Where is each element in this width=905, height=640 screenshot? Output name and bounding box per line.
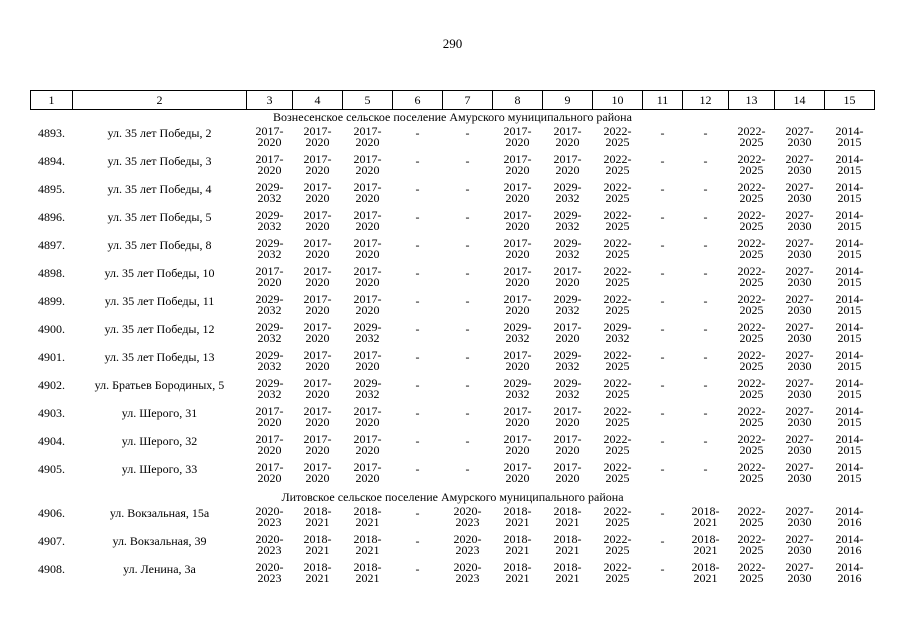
table-row bbox=[31, 462, 875, 490]
schedule-cell: - bbox=[415, 462, 420, 476]
row-number: 4904. bbox=[38, 434, 65, 448]
row-address: ул. 35 лет Победы, 3 bbox=[107, 154, 212, 168]
schedule-cell: 2017- 2020 bbox=[255, 460, 284, 485]
table-row bbox=[31, 238, 875, 266]
schedule-cell: 2018- 2021 bbox=[303, 504, 332, 529]
schedule-cell: 2027- 2030 bbox=[785, 532, 814, 557]
header-row bbox=[31, 91, 875, 110]
schedule-cell: 2017- 2020 bbox=[303, 292, 332, 317]
column-header-15: 15 bbox=[825, 91, 875, 110]
schedule-cell: - bbox=[465, 378, 470, 392]
schedule-cell: 2022- 2025 bbox=[737, 236, 766, 261]
schedule-cell: - bbox=[415, 210, 420, 224]
column-header-14: 14 bbox=[775, 91, 825, 110]
schedule-cell: 2027- 2030 bbox=[785, 208, 814, 233]
schedule-cell: - bbox=[703, 182, 708, 196]
schedule-cell: - bbox=[660, 462, 665, 476]
schedule-cell: 2017- 2020 bbox=[303, 320, 332, 345]
schedule-cell: - bbox=[703, 238, 708, 252]
schedule-cell: 2018- 2021 bbox=[303, 560, 332, 585]
row-address: ул. Шерого, 31 bbox=[121, 406, 198, 420]
row-number: 4895. bbox=[38, 182, 65, 196]
schedule-cell: - bbox=[703, 350, 708, 364]
schedule-cell: 2022- 2025 bbox=[603, 460, 632, 485]
column-header-11: 11 bbox=[643, 91, 683, 110]
row-address: ул. Вокзальная, 15а bbox=[109, 506, 210, 520]
schedule-cell: 2017- 2020 bbox=[503, 236, 532, 261]
schedule-cell: 2022- 2025 bbox=[737, 264, 766, 289]
schedule-cell: 2022- 2025 bbox=[737, 180, 766, 205]
row-number: 4899. bbox=[38, 294, 65, 308]
schedule-cell: 2017- 2020 bbox=[353, 460, 382, 485]
schedule-cell: 2017- 2020 bbox=[503, 208, 532, 233]
schedule-table bbox=[30, 90, 875, 590]
schedule-cell: 2022- 2025 bbox=[603, 152, 632, 177]
schedule-cell: - bbox=[415, 126, 420, 140]
schedule-cell: 2014- 2015 bbox=[835, 180, 864, 205]
schedule-cell: 2029- 2032 bbox=[353, 376, 382, 401]
schedule-cell: - bbox=[703, 154, 708, 168]
row-number: 4894. bbox=[38, 154, 65, 168]
schedule-cell: 2020- 2023 bbox=[453, 504, 482, 529]
row-address: ул. 35 лет Победы, 5 bbox=[107, 210, 212, 224]
schedule-cell: 2029- 2032 bbox=[353, 320, 382, 345]
schedule-cell: 2017- 2020 bbox=[255, 432, 284, 457]
row-address: ул. Братьев Бородиных, 5 bbox=[94, 378, 225, 392]
schedule-cell: 2018- 2021 bbox=[553, 504, 582, 529]
schedule-cell: 2029- 2032 bbox=[603, 320, 632, 345]
schedule-cell: 2027- 2030 bbox=[785, 560, 814, 585]
schedule-cell: 2017- 2020 bbox=[303, 208, 332, 233]
schedule-cell: 2029- 2032 bbox=[503, 376, 532, 401]
column-header-9: 9 bbox=[543, 91, 593, 110]
schedule-cell: - bbox=[465, 322, 470, 336]
schedule-cell: 2020- 2023 bbox=[453, 560, 482, 585]
schedule-cell: - bbox=[660, 126, 665, 140]
schedule-cell: 2022- 2025 bbox=[603, 404, 632, 429]
schedule-cell: - bbox=[415, 534, 420, 548]
row-address: ул. 35 лет Победы, 8 bbox=[107, 238, 212, 252]
schedule-cell: - bbox=[415, 350, 420, 364]
schedule-cell: - bbox=[660, 154, 665, 168]
schedule-cell: 2014- 2015 bbox=[835, 432, 864, 457]
table-row bbox=[31, 322, 875, 350]
row-address: ул. 35 лет Победы, 10 bbox=[104, 266, 215, 280]
schedule-cell: - bbox=[703, 406, 708, 420]
schedule-cell: 2018- 2021 bbox=[691, 560, 720, 585]
schedule-cell: 2017- 2020 bbox=[353, 180, 382, 205]
schedule-cell: - bbox=[703, 378, 708, 392]
schedule-cell: 2018- 2021 bbox=[503, 532, 532, 557]
schedule-cell: 2020- 2023 bbox=[255, 560, 284, 585]
schedule-cell: 2014- 2015 bbox=[835, 124, 864, 149]
schedule-cell: 2027- 2030 bbox=[785, 264, 814, 289]
table-header bbox=[31, 91, 875, 110]
table-row bbox=[31, 182, 875, 210]
schedule-cell: - bbox=[415, 434, 420, 448]
schedule-cell: 2022- 2025 bbox=[737, 124, 766, 149]
schedule-cell: 2018- 2021 bbox=[691, 532, 720, 557]
schedule-cell: 2022- 2025 bbox=[737, 432, 766, 457]
schedule-cell: 2017- 2020 bbox=[553, 432, 582, 457]
schedule-cell: 2017- 2020 bbox=[255, 264, 284, 289]
column-header-12: 12 bbox=[683, 91, 729, 110]
schedule-cell: 2029- 2032 bbox=[503, 320, 532, 345]
schedule-cell: 2017- 2020 bbox=[353, 432, 382, 457]
schedule-cell: 2014- 2016 bbox=[835, 532, 864, 557]
schedule-cell: 2017- 2020 bbox=[503, 292, 532, 317]
schedule-cell: 2017- 2020 bbox=[503, 124, 532, 149]
row-address: ул. 35 лет Победы, 11 bbox=[104, 294, 215, 308]
row-number: 4898. bbox=[38, 266, 65, 280]
schedule-cell: 2022- 2025 bbox=[603, 432, 632, 457]
schedule-cell: - bbox=[703, 434, 708, 448]
schedule-cell: - bbox=[465, 266, 470, 280]
schedule-cell: - bbox=[465, 154, 470, 168]
table-row bbox=[31, 434, 875, 462]
schedule-cell: - bbox=[415, 562, 420, 576]
schedule-cell: 2022- 2025 bbox=[737, 376, 766, 401]
schedule-cell: 2022- 2025 bbox=[737, 504, 766, 529]
schedule-cell: 2027- 2030 bbox=[785, 236, 814, 261]
section-title: Литовское сельское поселение Амурского муниципального района bbox=[281, 490, 624, 504]
schedule-cell: 2022- 2025 bbox=[737, 560, 766, 585]
schedule-cell: 2022- 2025 bbox=[603, 348, 632, 373]
schedule-cell: 2027- 2030 bbox=[785, 180, 814, 205]
schedule-cell: 2017- 2020 bbox=[353, 236, 382, 261]
schedule-cell: 2018- 2021 bbox=[353, 504, 382, 529]
schedule-cell: - bbox=[703, 126, 708, 140]
schedule-cell: - bbox=[465, 406, 470, 420]
schedule-cell: 2017- 2020 bbox=[553, 124, 582, 149]
schedule-cell: 2029- 2032 bbox=[553, 292, 582, 317]
schedule-cell: 2014- 2015 bbox=[835, 404, 864, 429]
schedule-cell: - bbox=[465, 126, 470, 140]
row-address: ул. 35 лет Победы, 13 bbox=[104, 350, 215, 364]
table-row bbox=[31, 562, 875, 590]
schedule-cell: - bbox=[703, 210, 708, 224]
schedule-cell: 2029- 2032 bbox=[553, 376, 582, 401]
schedule-cell: 2017- 2020 bbox=[503, 264, 532, 289]
column-header-1: 1 bbox=[31, 91, 73, 110]
schedule-cell: - bbox=[660, 562, 665, 576]
schedule-cell: 2029- 2032 bbox=[553, 208, 582, 233]
column-header-13: 13 bbox=[729, 91, 775, 110]
schedule-cell: 2017- 2020 bbox=[303, 264, 332, 289]
schedule-cell: 2022- 2025 bbox=[737, 532, 766, 557]
schedule-cell: 2022- 2025 bbox=[603, 560, 632, 585]
table-row bbox=[31, 506, 875, 534]
schedule-cell: - bbox=[660, 238, 665, 252]
table-row bbox=[31, 378, 875, 406]
schedule-cell: 2017- 2020 bbox=[553, 264, 582, 289]
schedule-cell: - bbox=[660, 378, 665, 392]
schedule-cell: - bbox=[465, 210, 470, 224]
schedule-cell: 2017- 2020 bbox=[503, 460, 532, 485]
row-address: ул. 35 лет Победы, 2 bbox=[107, 126, 212, 140]
schedule-cell: 2014- 2015 bbox=[835, 152, 864, 177]
schedule-cell: 2018- 2021 bbox=[553, 560, 582, 585]
schedule-cell: 2027- 2030 bbox=[785, 404, 814, 429]
row-number: 4897. bbox=[38, 238, 65, 252]
schedule-cell: - bbox=[660, 294, 665, 308]
schedule-cell: 2014- 2015 bbox=[835, 292, 864, 317]
schedule-cell: - bbox=[703, 322, 708, 336]
schedule-cell: 2029- 2032 bbox=[255, 292, 284, 317]
row-number: 4901. bbox=[38, 350, 65, 364]
schedule-cell: - bbox=[703, 294, 708, 308]
schedule-cell: 2017- 2020 bbox=[303, 404, 332, 429]
schedule-cell: 2018- 2021 bbox=[691, 504, 720, 529]
schedule-cell: 2029- 2032 bbox=[255, 376, 284, 401]
schedule-cell: 2022- 2025 bbox=[737, 404, 766, 429]
schedule-cell: 2029- 2032 bbox=[255, 180, 284, 205]
row-number: 4903. bbox=[38, 406, 65, 420]
schedule-cell: 2027- 2030 bbox=[785, 292, 814, 317]
schedule-cell: 2020- 2023 bbox=[255, 504, 284, 529]
table-row bbox=[31, 406, 875, 434]
schedule-cell: 2017- 2020 bbox=[303, 460, 332, 485]
schedule-cell: - bbox=[660, 182, 665, 196]
schedule-cell: 2017- 2020 bbox=[353, 264, 382, 289]
schedule-cell: 2022- 2025 bbox=[737, 208, 766, 233]
schedule-cell: - bbox=[660, 266, 665, 280]
schedule-cell: 2014- 2016 bbox=[835, 560, 864, 585]
table-row bbox=[31, 266, 875, 294]
schedule-cell: 2017- 2020 bbox=[303, 180, 332, 205]
schedule-cell: - bbox=[660, 350, 665, 364]
schedule-cell: 2017- 2020 bbox=[353, 124, 382, 149]
schedule-cell: 2017- 2020 bbox=[353, 348, 382, 373]
schedule-cell: 2017- 2020 bbox=[255, 152, 284, 177]
schedule-cell: - bbox=[660, 406, 665, 420]
schedule-cell: 2018- 2021 bbox=[503, 504, 532, 529]
table-row bbox=[31, 154, 875, 182]
schedule-cell: 2017- 2020 bbox=[553, 460, 582, 485]
page-number: 290 bbox=[442, 36, 463, 51]
schedule-cell: 2029- 2032 bbox=[255, 348, 284, 373]
schedule-cell: - bbox=[465, 462, 470, 476]
schedule-cell: 2014- 2015 bbox=[835, 208, 864, 233]
schedule-cell: - bbox=[415, 182, 420, 196]
schedule-cell: 2017- 2020 bbox=[303, 348, 332, 373]
schedule-cell: 2027- 2030 bbox=[785, 320, 814, 345]
schedule-cell: 2022- 2025 bbox=[603, 292, 632, 317]
schedule-cell: 2022- 2025 bbox=[737, 460, 766, 485]
schedule-cell: 2029- 2032 bbox=[553, 180, 582, 205]
schedule-cell: 2017- 2020 bbox=[553, 152, 582, 177]
schedule-cell: 2022- 2025 bbox=[603, 532, 632, 557]
row-number: 4905. bbox=[38, 462, 65, 476]
row-address: ул. Шерого, 33 bbox=[121, 462, 198, 476]
schedule-cell: 2014- 2015 bbox=[835, 236, 864, 261]
schedule-cell: 2027- 2030 bbox=[785, 124, 814, 149]
row-address: ул. Ленина, 3а bbox=[123, 562, 196, 576]
schedule-cell: 2017- 2020 bbox=[503, 432, 532, 457]
row-address: ул. 35 лет Победы, 4 bbox=[107, 182, 212, 196]
row-number: 4896. bbox=[38, 210, 65, 224]
table-row bbox=[31, 350, 875, 378]
row-address: ул. Шерого, 32 bbox=[121, 434, 198, 448]
schedule-cell: 2017- 2020 bbox=[503, 404, 532, 429]
schedule-cell: 2017- 2020 bbox=[255, 124, 284, 149]
schedule-cell: 2017- 2020 bbox=[553, 320, 582, 345]
schedule-cell: 2017- 2020 bbox=[303, 236, 332, 261]
schedule-cell: - bbox=[660, 322, 665, 336]
schedule-cell: - bbox=[660, 210, 665, 224]
schedule-cell: 2018- 2021 bbox=[503, 560, 532, 585]
schedule-cell: 2022- 2025 bbox=[737, 348, 766, 373]
column-header-6: 6 bbox=[393, 91, 443, 110]
schedule-cell: 2029- 2032 bbox=[255, 208, 284, 233]
schedule-cell: 2014- 2015 bbox=[835, 348, 864, 373]
schedule-cell: 2027- 2030 bbox=[785, 348, 814, 373]
schedule-cell: 2017- 2020 bbox=[303, 376, 332, 401]
schedule-cell: - bbox=[660, 534, 665, 548]
row-number: 4908. bbox=[38, 562, 65, 576]
row-number: 4906. bbox=[38, 506, 65, 520]
schedule-cell: 2017- 2020 bbox=[303, 124, 332, 149]
schedule-cell: 2022- 2025 bbox=[737, 152, 766, 177]
column-header-5: 5 bbox=[343, 91, 393, 110]
schedule-cell: 2017- 2020 bbox=[503, 180, 532, 205]
row-number: 4902. bbox=[38, 378, 65, 392]
schedule-cell: 2014- 2015 bbox=[835, 264, 864, 289]
schedule-cell: 2017- 2020 bbox=[553, 404, 582, 429]
schedule-cell: - bbox=[703, 266, 708, 280]
schedule-cell: 2017- 2020 bbox=[503, 152, 532, 177]
schedule-cell: - bbox=[415, 506, 420, 520]
schedule-cell: - bbox=[415, 154, 420, 168]
schedule-cell: - bbox=[415, 294, 420, 308]
schedule-cell: 2017- 2020 bbox=[353, 152, 382, 177]
row-number: 4907. bbox=[38, 534, 65, 548]
schedule-cell: 2029- 2032 bbox=[255, 320, 284, 345]
schedule-cell: - bbox=[415, 378, 420, 392]
row-address: ул. Вокзальная, 39 bbox=[112, 534, 207, 548]
table-row bbox=[31, 534, 875, 562]
schedule-cell: - bbox=[465, 294, 470, 308]
schedule-cell: - bbox=[703, 462, 708, 476]
schedule-cell: 2027- 2030 bbox=[785, 504, 814, 529]
column-header-3: 3 bbox=[247, 91, 293, 110]
schedule-cell: 2022- 2025 bbox=[603, 264, 632, 289]
schedule-cell: 2014- 2015 bbox=[835, 376, 864, 401]
section-title: Вознесенское сельское поселение Амурского муниципального района bbox=[273, 110, 632, 124]
schedule-cell: 2027- 2030 bbox=[785, 432, 814, 457]
schedule-cell: - bbox=[415, 406, 420, 420]
schedule-cell: 2027- 2030 bbox=[785, 460, 814, 485]
column-header-2: 2 bbox=[73, 91, 247, 110]
schedule-cell: - bbox=[465, 350, 470, 364]
schedule-cell: - bbox=[660, 506, 665, 520]
column-header-4: 4 bbox=[293, 91, 343, 110]
schedule-cell: - bbox=[415, 266, 420, 280]
schedule-cell: 2022- 2025 bbox=[603, 208, 632, 233]
schedule-cell: 2014- 2015 bbox=[835, 460, 864, 485]
schedule-cell: 2018- 2021 bbox=[303, 532, 332, 557]
schedule-cell: 2027- 2030 bbox=[785, 152, 814, 177]
schedule-cell: 2017- 2020 bbox=[303, 152, 332, 177]
row-number: 4893. bbox=[38, 126, 65, 140]
schedule-cell: 2020- 2023 bbox=[255, 532, 284, 557]
schedule-cell: 2014- 2016 bbox=[835, 504, 864, 529]
schedule-cell: 2018- 2021 bbox=[353, 532, 382, 557]
schedule-cell: 2020- 2023 bbox=[453, 532, 482, 557]
schedule-cell: 2029- 2032 bbox=[255, 236, 284, 261]
column-header-8: 8 bbox=[493, 91, 543, 110]
schedule-cell: - bbox=[415, 322, 420, 336]
schedule-cell: 2022- 2025 bbox=[737, 320, 766, 345]
table-row bbox=[31, 294, 875, 322]
schedule-cell: - bbox=[465, 238, 470, 252]
column-header-7: 7 bbox=[443, 91, 493, 110]
table-row bbox=[31, 210, 875, 238]
schedule-cell: 2018- 2021 bbox=[553, 532, 582, 557]
schedule-cell: 2029- 2032 bbox=[553, 348, 582, 373]
schedule-cell: 2017- 2020 bbox=[255, 404, 284, 429]
column-header-10: 10 bbox=[593, 91, 643, 110]
schedule-cell: 2017- 2020 bbox=[353, 404, 382, 429]
schedule-cell: 2022- 2025 bbox=[737, 292, 766, 317]
row-address: ул. 35 лет Победы, 12 bbox=[104, 322, 215, 336]
schedule-cell: 2017- 2020 bbox=[353, 208, 382, 233]
schedule-cell: 2018- 2021 bbox=[353, 560, 382, 585]
table-body bbox=[31, 110, 875, 591]
schedule-cell: - bbox=[660, 434, 665, 448]
schedule-cell: 2022- 2025 bbox=[603, 504, 632, 529]
schedule-cell: 2017- 2020 bbox=[303, 432, 332, 457]
schedule-cell: 2017- 2020 bbox=[353, 292, 382, 317]
schedule-cell: - bbox=[465, 182, 470, 196]
schedule-cell: - bbox=[465, 434, 470, 448]
schedule-cell: 2014- 2015 bbox=[835, 320, 864, 345]
schedule-cell: 2022- 2025 bbox=[603, 236, 632, 261]
schedule-cell: 2029- 2032 bbox=[553, 236, 582, 261]
schedule-cell: 2017- 2020 bbox=[503, 348, 532, 373]
schedule-cell: 2022- 2025 bbox=[603, 180, 632, 205]
schedule-cell: 2027- 2030 bbox=[785, 376, 814, 401]
row-number: 4900. bbox=[38, 322, 65, 336]
schedule-cell: - bbox=[415, 238, 420, 252]
table-row bbox=[31, 126, 875, 154]
schedule-cell: 2022- 2025 bbox=[603, 376, 632, 401]
schedule-cell: 2022- 2025 bbox=[603, 124, 632, 149]
